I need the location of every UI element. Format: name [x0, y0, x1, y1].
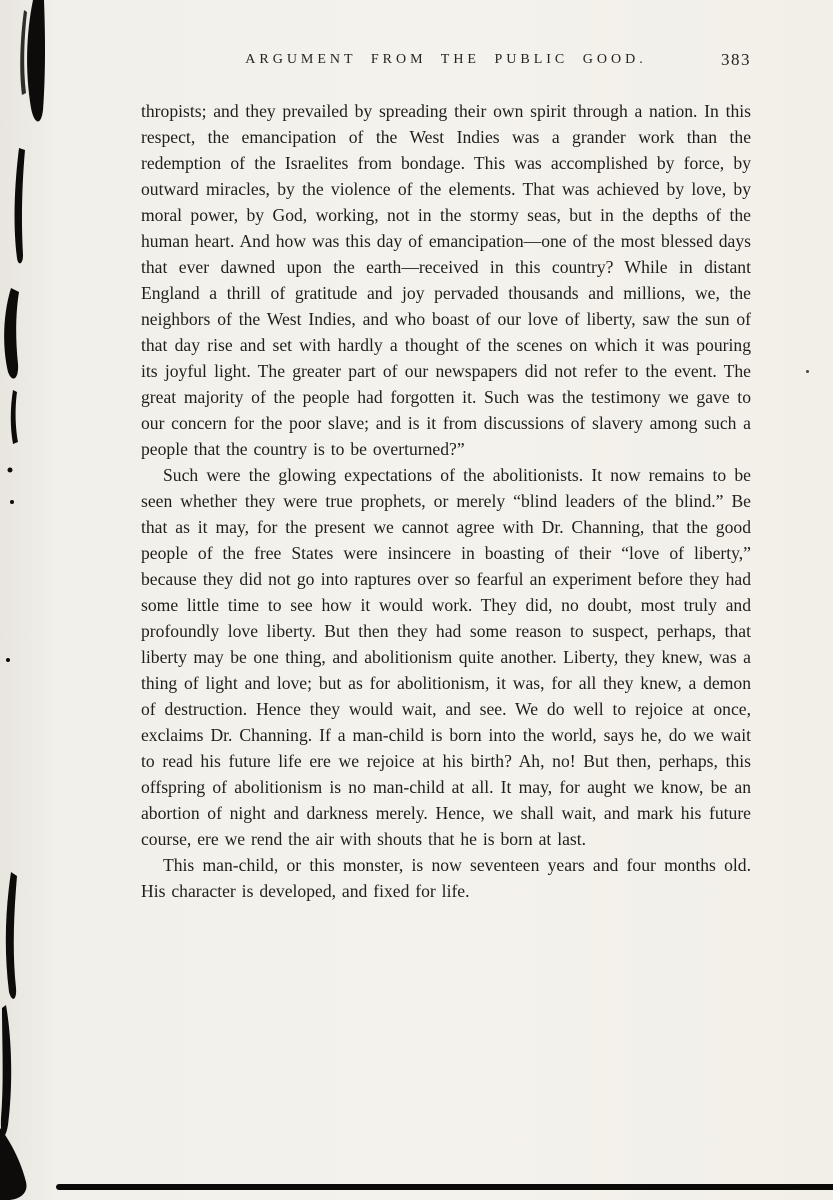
scan-binding-artifacts	[0, 0, 70, 1200]
page-content	[141, 52, 751, 904]
paragraph-1: thropists; and they prevailed by spreading their own spirit through a nation. In this respect, the emancipation of the West Indies was a grander work than the redemption of the Israelites from bondage. This was accomplished by force, by outward miracles, by the violence of the elements. That was achieved by love, by moral power, by God, working, not in the stormy seas, but in the depths of the human heart. And how was this day of emancipation—one of the most blessed days that ever dawned upon the earth—received in this country? While in distant England a thrill of gratitude and joy pervaded thousands and millions, we, the neighbors of the West Indies, and who boast of our love of liberty, saw the sun of that day rise and set with hardly a thought of the scenes on which it was pouring its joyful light. The greater part of our newspapers did not refer to the event. The great majority of the people had forgotten it. Such was the testimony we gave to our concern for the poor slave; and is it from discussions of slavery among such a people that the country is to be overturned?”	[141, 101, 751, 459]
scan-speck	[806, 370, 809, 373]
running-header-title: ARGUMENT FROM THE PUBLIC GOOD.	[245, 52, 647, 67]
scan-bottom-edge	[56, 1184, 833, 1190]
paragraph-2: Such were the glowing expectations of the abolitionists. It now remains to be seen whether they were true prophets, or merely “blind leaders of the blind.” Be that as it may, for the present we cannot agree with Dr. Channing, that the good people of the free States were insincere in boasting of their “love of liberty,” because they did not go into raptures over so fearful an experiment before they had some little time to see how it would work. They did, no doubt, most truly and profoundly love liberty. But then they had some reason to suspect, perhaps, that liberty may be one thing, and abolitionism quite another. Liberty, they knew, was a thing of light and love; but as for abolitionism, it was, for all they knew, a demon of destruction. Hence they would wait, and see. We do well to rejoice at once, exclaims Dr. Channing. If a man-child is born into the world, says he, do we wait to read his future life ere we rejoice at his birth? Ah, no! But then, perhaps, this offspring of abolitionism is no man-child at all. It may, for aught we know, be an abortion of night and darkness merely. Hence, we shall wait, and mark his future course, ere we rend the air with shouts that he is born at last.	[141, 465, 751, 849]
body-text	[141, 98, 751, 904]
paragraph-3: This man-child, or this monster, is now seventeen years and four months old. His character is developed, and fixed for life.	[141, 855, 751, 901]
running-header	[141, 52, 751, 74]
page-number: 383	[721, 50, 751, 69]
